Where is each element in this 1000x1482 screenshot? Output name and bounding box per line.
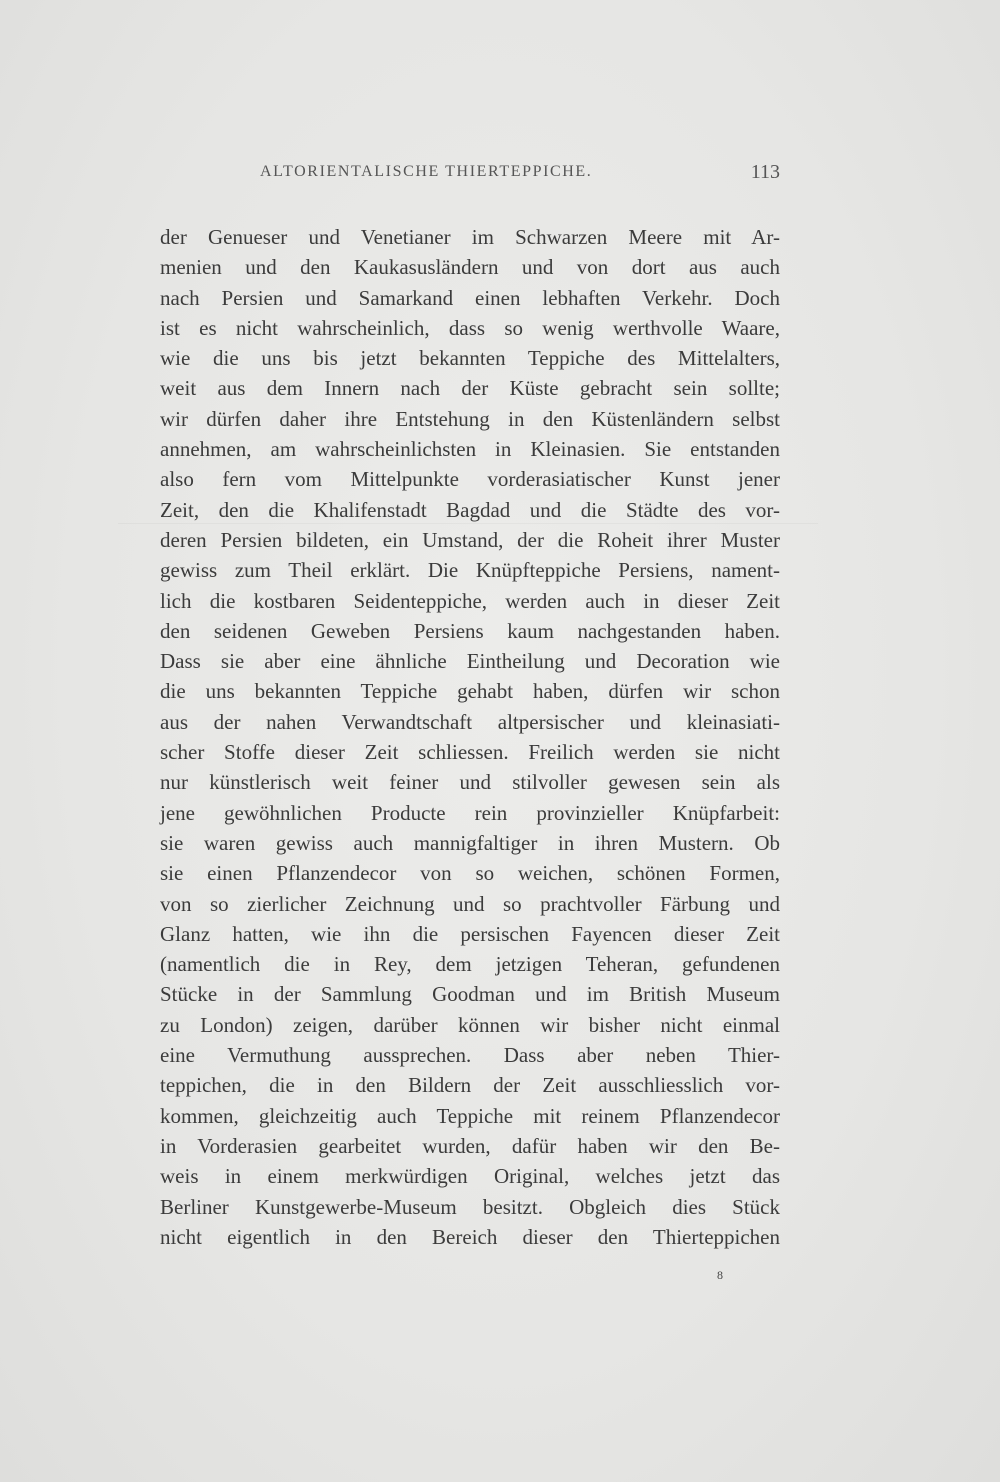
text-line: ist es nicht wahrscheinlich, dass so wenig werthvolle Waare, (160, 315, 780, 340)
text-line: deren Persien bildeten, ein Umstand, der die Roheit ihrer Muster (160, 527, 780, 552)
text-line: wir dürfen daher ihre Entstehung in den Küstenländern selbst (160, 406, 780, 431)
text-line: der Genueser und Venetianer im Schwarzen Meere mit Ar- (160, 225, 780, 249)
text-line: aus der nahen Verwandtschaft altpersischer und kleinasiati- (160, 709, 780, 734)
body-text (160, 222, 780, 1252)
running-head (160, 163, 780, 187)
text-line: (namentlich die in Rey, dem jetzigen Teheran, gefundenen (160, 952, 780, 977)
text-line: scher Stoffe dieser Zeit schliessen. Freilich werden sie nicht (160, 740, 780, 765)
text-line: nur künstlerisch weit feiner und stilvoller gewesen sein als (160, 770, 780, 795)
text-line: teppichen, die in den Bildern der Zeit ausschliesslich vor- (160, 1073, 780, 1098)
text-line: lich die kostbaren Seidenteppiche, werden auch in dieser Zeit (160, 588, 780, 613)
text-line: sie einen Pflanzendecor von so weichen, schönen Formen, (160, 861, 780, 886)
text-line: sie waren gewiss auch mannigfaltiger in ihren Mustern. Ob (160, 830, 780, 855)
text-line: weit aus dem Innern nach der Küste gebracht sein sollte; (160, 376, 780, 401)
text-line: weis in einem merkwürdigen Original, welches jetzt das (160, 1164, 780, 1189)
text-line: menien und den Kaukasusländern und von dort aus auch (160, 255, 780, 280)
text-line: Zeit, den die Khalifenstadt Bagdad und die Städte des vor- (160, 497, 780, 522)
signature-mark: 8 (717, 1268, 723, 1282)
page-number: 113 (750, 161, 780, 183)
text-line: jene gewöhnlichen Producte rein provinzieller Knüpfarbeit: (160, 800, 780, 825)
text-line: eine Vermuthung aussprechen. Dass aber neben Thier- (160, 1043, 780, 1068)
running-head-title: ALTORIENTALISCHE THIERTEPPICHE. (260, 163, 593, 180)
text-line: wie die uns bis jetzt bekannten Teppiche des Mittelalters, (160, 346, 780, 371)
text-line: zu London) zeigen, darüber können wir bisher nicht einmal (160, 1012, 780, 1037)
text-line: die uns bekannten Teppiche gehabt haben, dürfen wir schon (160, 679, 780, 704)
text-line: annehmen, am wahrscheinlichsten in Kleinasien. Sie entstanden (160, 437, 780, 462)
text-line: kommen, gleichzeitig auch Teppiche mit reinem Pflanzendecor (160, 1103, 780, 1128)
text-line: also fern vom Mittelpunkte vorderasiatischer Kunst jener (160, 467, 780, 492)
text-line: nicht eigentlich in den Bereich dieser den Thierteppichen (160, 1224, 780, 1249)
text-line: Glanz hatten, wie ihn die persischen Fayencen dieser Zeit (160, 921, 780, 946)
text-line: Berliner Kunstgewerbe-Museum besitzt. Obgleich dies Stück (160, 1194, 780, 1219)
text-line: den seidenen Geweben Persiens kaum nachgestanden haben. (160, 618, 780, 643)
text-line: gewiss zum Theil erklärt. Die Knüpfteppiche Persiens, nament- (160, 558, 780, 583)
text-line: Dass sie aber eine ähnliche Eintheilung und Decoration wie (160, 649, 780, 674)
text-line: Stücke in der Sammlung Goodman und im British Museum (160, 982, 780, 1007)
text-line: in Vorderasien gearbeitet wurden, dafür haben wir den Be- (160, 1133, 780, 1158)
text-line: von so zierlicher Zeichnung und so prachtvoller Färbung und (160, 891, 780, 916)
text-line: nach Persien und Samarkand einen lebhaften Verkehr. Doch (160, 285, 780, 310)
